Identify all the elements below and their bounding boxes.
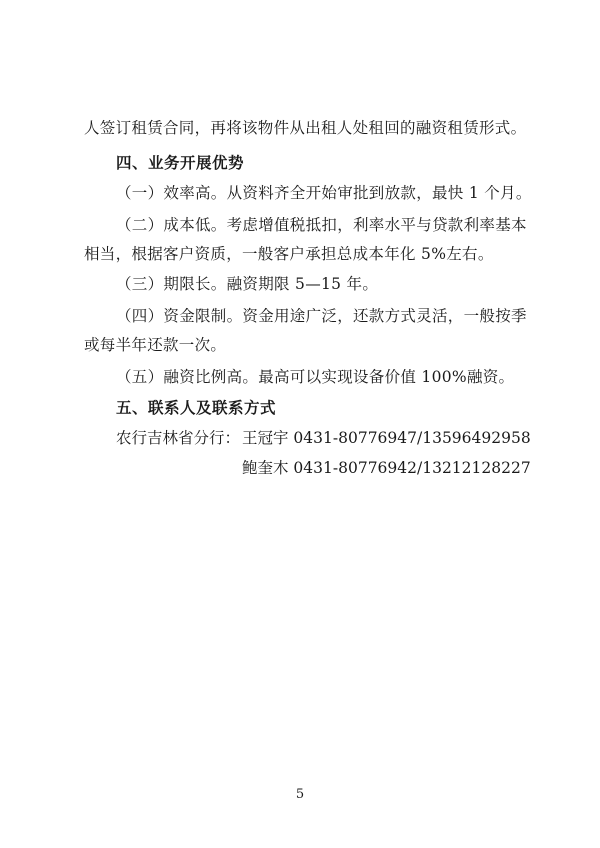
advantage-item-4-line-1: （四）资金限制。资金用途广泛，还款方式灵活，一般按季: [116, 307, 527, 325]
advantage-item-1: （一）效率高。从资料齐全开始审批到放款，最快 1 个月。: [116, 184, 532, 202]
advantage-item-2-line-2: 相当，根据客户资质，一般客户承担总成本年化 5%左右。: [84, 245, 494, 263]
paragraph-continuation: 人签订租赁合同，再将该物件从出租人处租回的融资租赁形式。: [84, 119, 527, 137]
section-heading-4: 四、业务开展优势: [116, 154, 245, 172]
advantage-item-4-line-2: 或每半年还款一次。: [84, 336, 227, 354]
contact-2: 鲍奎木 0431-80776942/13212128227: [242, 459, 531, 477]
advantage-item-5: （五）融资比例高。最高可以实现设备价值 100%融资。: [116, 368, 515, 386]
contact-org-label: 农行吉林省分行：: [116, 429, 241, 447]
contact-1: 王冠宇 0431-80776947/13596492958: [242, 429, 531, 447]
page-number: 5: [295, 787, 305, 802]
advantage-item-3: （三）期限长。融资期限 5—15 年。: [116, 275, 379, 293]
section-heading-5: 五、联系人及联系方式: [116, 399, 277, 417]
advantage-item-2-line-1: （二）成本低。考虑增值税抵扣，利率水平与贷款利率基本: [116, 216, 527, 234]
